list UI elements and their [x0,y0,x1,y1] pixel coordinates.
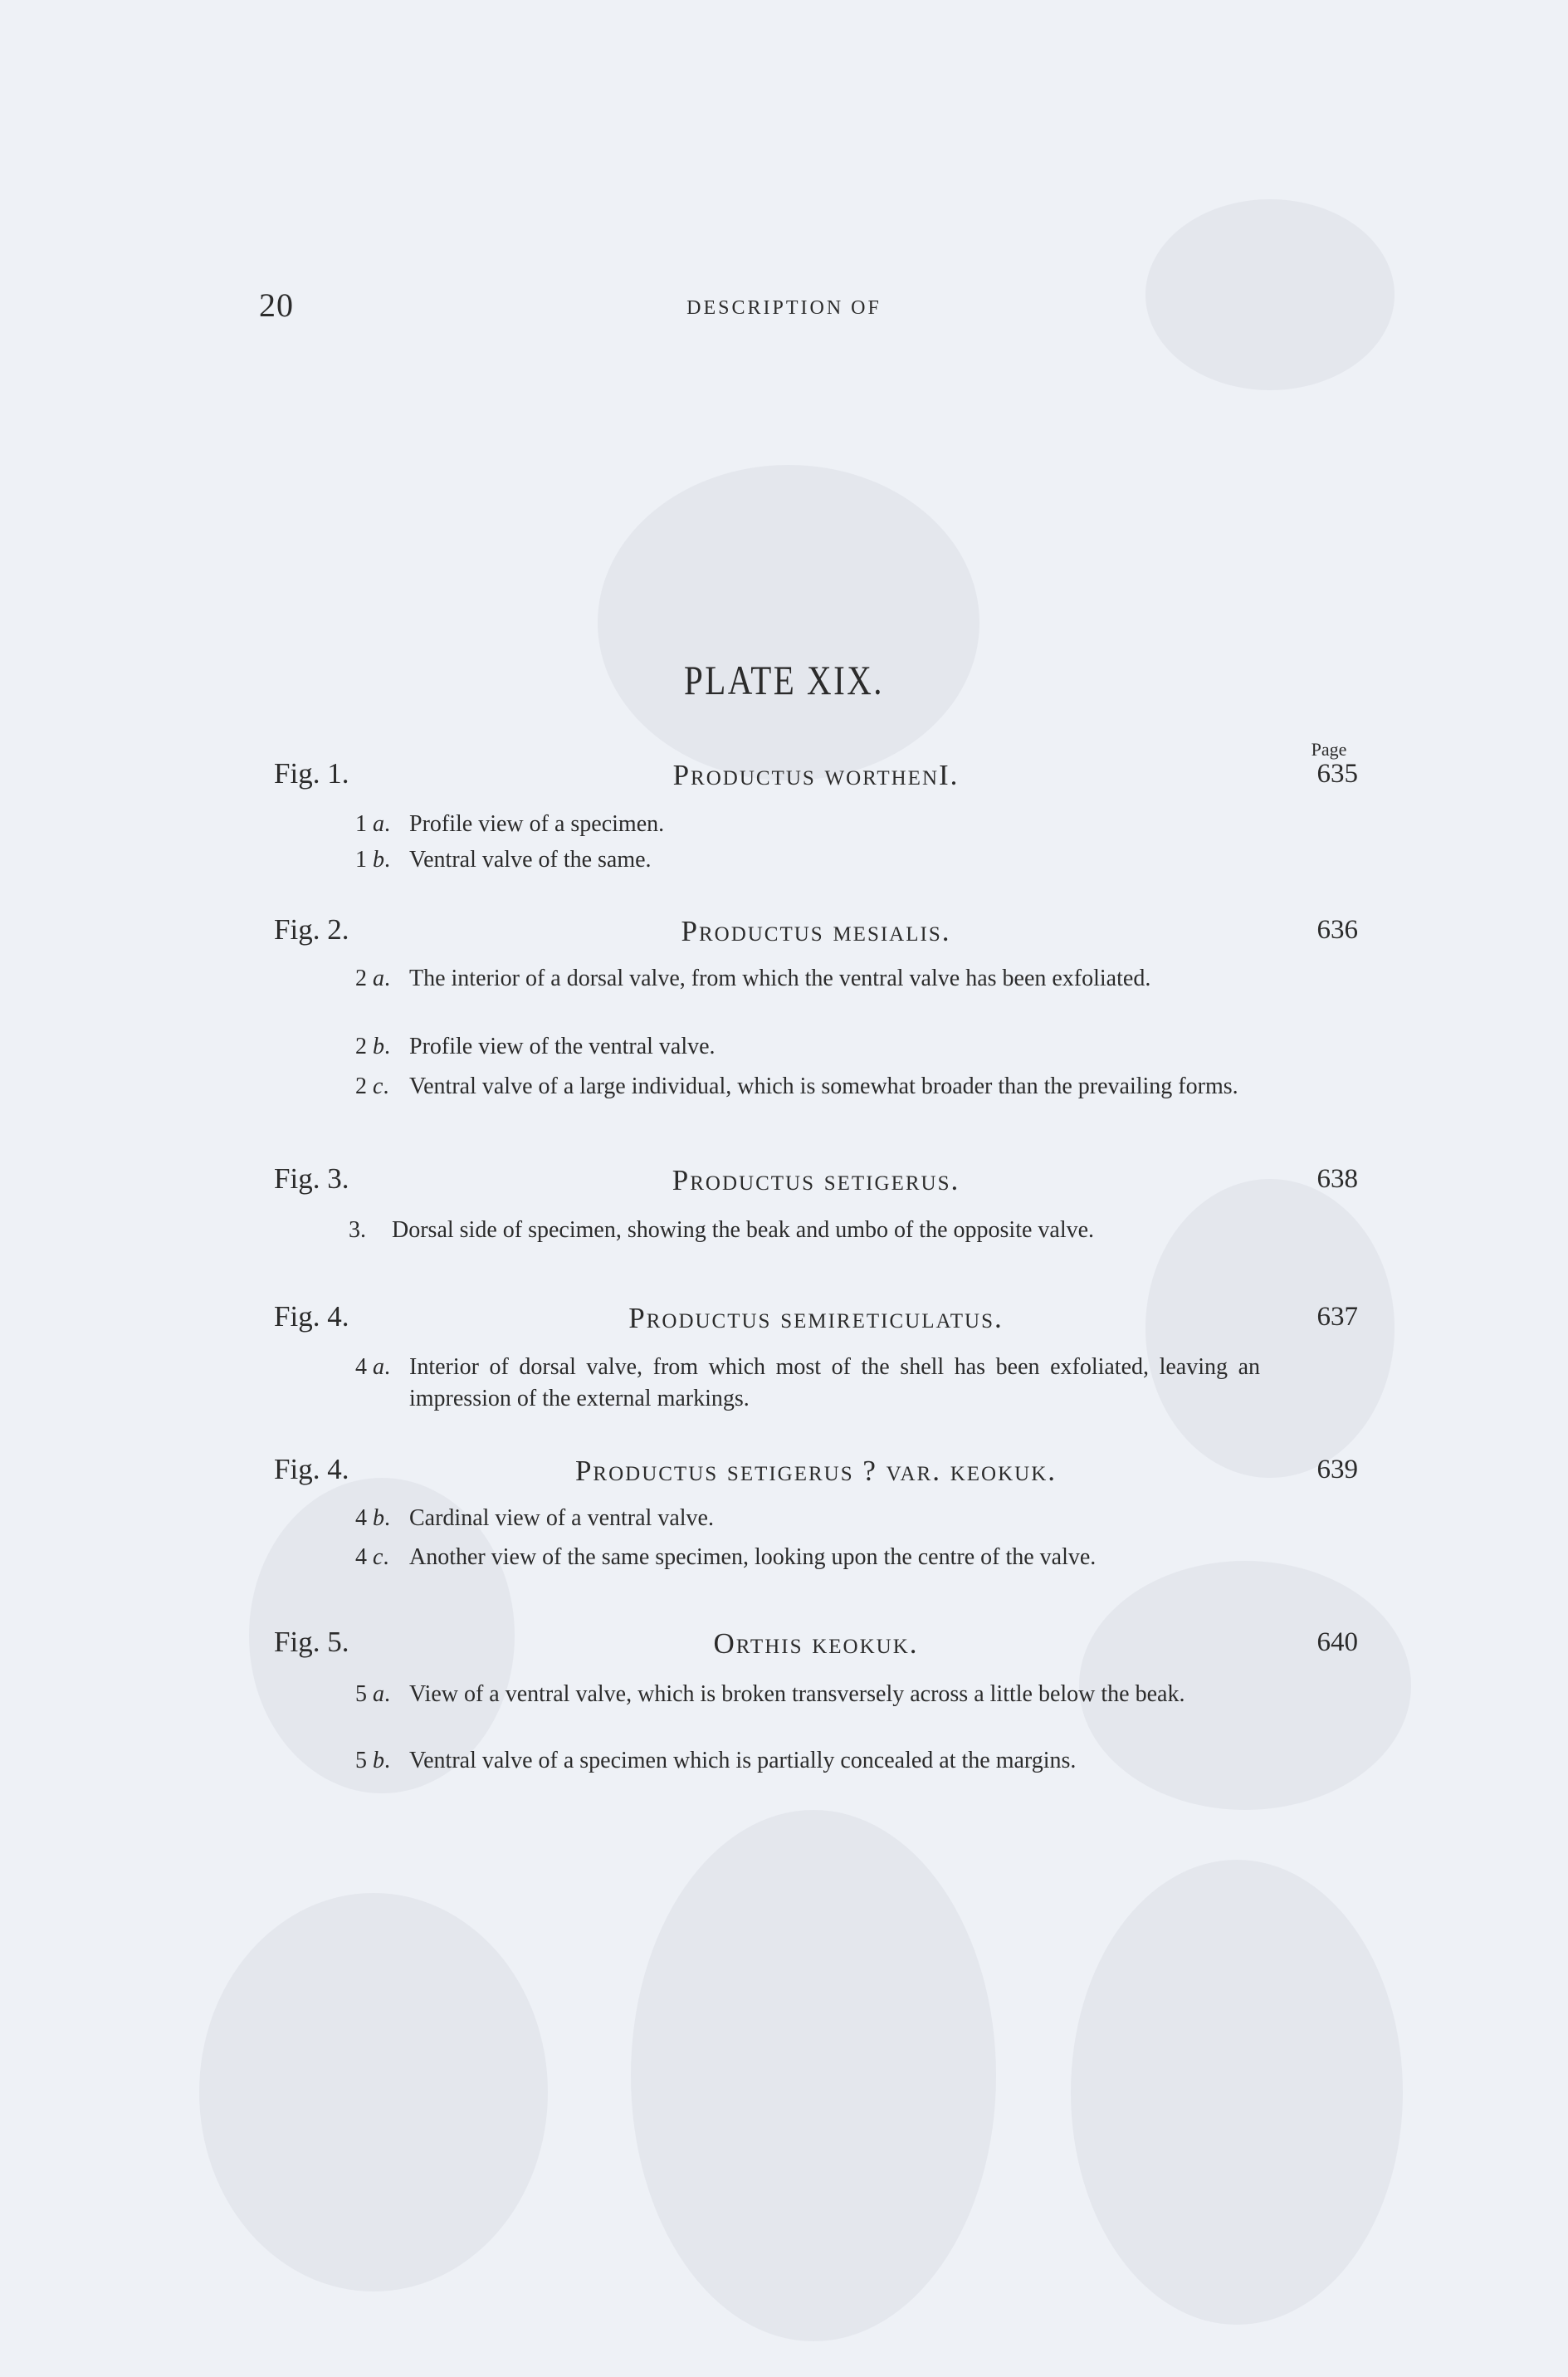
figure-label: Fig. 2. [274,913,349,946]
item-description: The interior of a dorsal valve, from which the ventral valve has been exfoliated. [409,966,1151,991]
item-id: 1 a. [355,811,390,837]
item-id: 4 a. [355,1354,390,1380]
species-name: Productus setigerus ? var. keokuk. [574,1455,1058,1487]
species-name: Productus worthenI. [672,759,960,791]
item-description: Profile view of a specimen. [409,811,665,837]
page-number: 20 [259,286,294,324]
plate-title: PLATE XIX. [684,657,884,703]
item-description: Ventral valve of a specimen which is partially concealed at the margins. [409,1748,1077,1773]
species-name: Orthis keokuk. [713,1627,919,1660]
page-reference: 637 [1316,1302,1358,1332]
species-name: Productus semireticulatus. [628,1302,1004,1334]
item-description: Another view of the same specimen, looking upon the centre of the valve. [409,1544,1097,1570]
item-description: Interior of dorsal valve, from which most of the shell has been exfoliated, leaving an impression of the external markings. [409,1354,1260,1411]
page-reference: 639 [1316,1455,1358,1484]
figure-label: Fig. 4. [274,1300,349,1333]
item-id: 2 b. [355,1034,390,1059]
item-description: Dorsal side of specimen, showing the beak and umbo of the opposite valve. [392,1217,1095,1243]
item-id: 4 b. [355,1505,390,1531]
item-id: 3. [349,1217,366,1243]
species-name: Productus mesialis. [681,915,951,947]
page-column-label: Page [1311,739,1347,760]
item-id: 5 a. [355,1681,390,1707]
figure-label: Fig. 4. [274,1453,349,1485]
figure-heading [274,1300,1358,1337]
page-reference: 635 [1316,759,1358,789]
running-title: DESCRIPTION OF [686,297,882,319]
item-id: 2 c. [355,1074,389,1099]
species-name: Productus setigerus. [672,1164,960,1196]
figure-heading [274,757,1358,794]
figure-heading [274,1626,1358,1662]
item-id: 2 a. [355,966,390,991]
figure-label: Fig. 1. [274,757,349,790]
item-id: 1 b. [355,847,390,873]
item-id: 5 b. [355,1748,390,1773]
page-reference: 640 [1316,1627,1358,1657]
figure-label: Fig. 3. [274,1162,349,1195]
figure-heading [274,913,1358,950]
item-description: Cardinal view of a ventral valve. [409,1505,714,1531]
item-description: Ventral valve of the same. [409,847,652,873]
figure-heading [274,1453,1358,1489]
page-reference: 638 [1316,1164,1358,1194]
item-description: View of a ventral valve, which is broken transversely across a little below the beak. [409,1681,1185,1707]
figure-heading [274,1162,1358,1199]
item-description: Ventral valve of a large individual, which is somewhat broader than the prevailing forms. [409,1074,1238,1099]
figure-label: Fig. 5. [274,1626,349,1658]
page-reference: 636 [1316,915,1358,945]
item-id: 4 c. [355,1544,389,1570]
item-description: Profile view of the ventral valve. [409,1034,716,1059]
